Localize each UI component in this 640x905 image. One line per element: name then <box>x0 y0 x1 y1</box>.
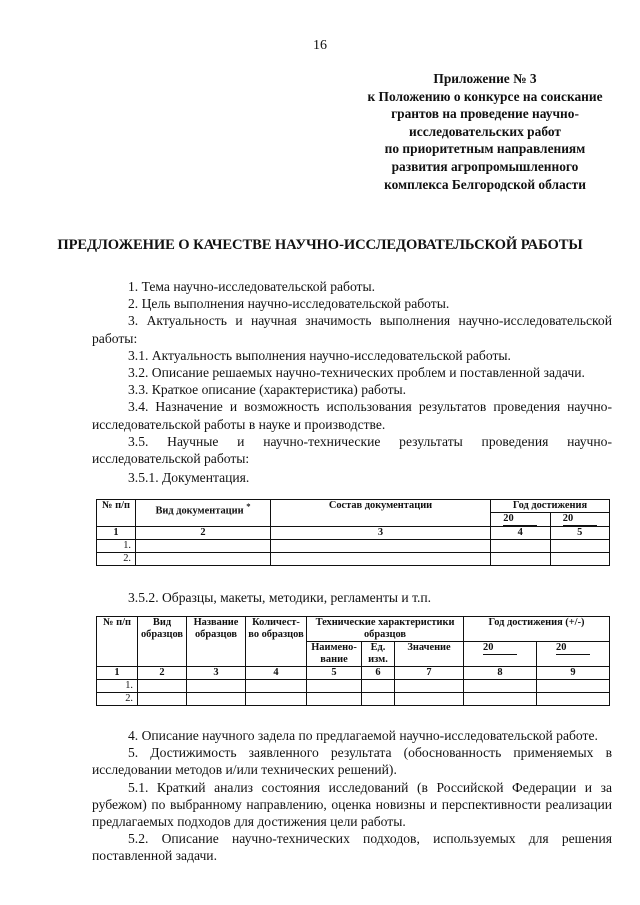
header-doc-type-label: Вид документации <box>155 505 244 517</box>
header-spec-unit: Ед. изм. <box>362 642 395 667</box>
empty-cell <box>307 680 362 693</box>
header-year: Год достижения <box>491 500 610 513</box>
header-year: Год достижения (+/-) <box>464 617 610 642</box>
year-2-label: 20 <box>556 642 590 655</box>
appendix-line: грантов на проведение научно- <box>391 106 579 122</box>
header-doc-type <box>136 500 271 527</box>
appendix-line: развития агропромышленного <box>391 158 579 174</box>
col-index: 9 <box>537 667 610 680</box>
empty-cell <box>362 680 395 693</box>
empty-cell <box>491 553 551 566</box>
paragraph: 5. Достижимость заявленного результата (обоснованность применяемых в исследовании методов и/или технических решений). <box>92 745 612 778</box>
paragraph: 5.1. Краткий анализ состояния исследований (в Российской Федерации и за рубежом) по выбранному направлению, оценка новизны и перспективности реализации предлагаемых подходов для достижения цели работы. <box>92 779 612 830</box>
col-index: 7 <box>395 667 464 680</box>
appendix-line: по приоритетным направлениям <box>384 141 586 157</box>
header-sample-qty: Количест-во образцов <box>246 617 307 667</box>
empty-cell <box>550 540 610 553</box>
empty-cell <box>136 540 271 553</box>
empty-cell <box>395 680 464 693</box>
footnote-mark: * <box>246 501 251 511</box>
appendix-line: Приложение № 3 <box>433 71 537 86</box>
empty-cell <box>464 693 537 706</box>
paragraph: 3.3. Краткое описание (характеристика) работы. <box>128 382 407 398</box>
year-1-label: 20 <box>503 513 537 526</box>
empty-cell <box>362 693 395 706</box>
appendix-line: комплекса Белгородской области <box>384 176 586 192</box>
header-year-2 <box>537 642 610 667</box>
year-2-label: 20 <box>563 513 597 526</box>
paragraph: 1. Тема научно-исследовательской работы. <box>128 279 376 294</box>
empty-cell <box>187 693 246 706</box>
paragraph: 3.5. Научные и научно-технические результаты проведения научно-исследовательской работы: <box>92 433 612 467</box>
col-index: 8 <box>464 667 537 680</box>
header-year-1 <box>464 642 537 667</box>
empty-cell <box>246 693 307 706</box>
header-sample-name: Название образцов <box>187 617 246 667</box>
empty-cell <box>138 693 187 706</box>
row-number: 1. <box>97 680 138 693</box>
header-doc-composition: Состав документации <box>271 500 491 527</box>
empty-cell <box>187 680 246 693</box>
empty-cell <box>537 693 610 706</box>
documentation-table <box>96 499 610 566</box>
page-number: 16 <box>313 38 327 53</box>
section-list-2 <box>92 727 612 865</box>
empty-cell <box>307 693 362 706</box>
appendix-line: исследовательских работ <box>409 123 561 139</box>
paragraph: 2. Цель выполнения научно-исследовательской работы. <box>128 296 450 312</box>
header-num: № п/п <box>97 617 138 667</box>
col-index: 4 <box>246 667 307 680</box>
empty-cell <box>395 693 464 706</box>
subsection-samples: 3.5.2. Образцы, макеты, методики, регламенты и т.п. <box>128 590 432 605</box>
appendix-header <box>340 70 630 193</box>
empty-cell <box>464 680 537 693</box>
col-index: 3 <box>271 527 491 540</box>
col-index: 4 <box>491 527 551 540</box>
appendix-line: к Положению о конкурсе на соискание <box>367 88 603 104</box>
header-spec-value: Значение <box>395 642 464 667</box>
samples-table <box>96 616 610 706</box>
paragraph: 3.4. Назначение и возможность использования результатов проведения научно-исследовательской работы в науке и производстве. <box>92 399 612 432</box>
paragraph: 3.1. Актуальность выполнения научно-исследовательской работы. <box>128 347 511 363</box>
col-index: 5 <box>307 667 362 680</box>
col-index: 1 <box>97 527 136 540</box>
year-1-label: 20 <box>483 642 517 655</box>
paragraph: 4. Описание научного задела по предлагаемой научно-исследовательской работе. <box>128 728 598 743</box>
row-number: 2. <box>97 553 136 566</box>
empty-cell <box>550 553 610 566</box>
row-number: 2. <box>97 693 138 706</box>
col-index: 2 <box>138 667 187 680</box>
header-sample-kind: Вид образцов <box>138 617 187 667</box>
col-index: 3 <box>187 667 246 680</box>
document-title: ПРЕДЛОЖЕНИЕ О КАЧЕСТВЕ НАУЧНО-ИССЛЕДОВАТЕЛЬСКОЙ РАБОТЫ <box>57 237 583 253</box>
col-index: 6 <box>362 667 395 680</box>
empty-cell <box>271 540 491 553</box>
header-tech-specs: Технические характеристики образцов <box>307 617 464 642</box>
empty-cell <box>138 680 187 693</box>
empty-cell <box>136 553 271 566</box>
col-index: 5 <box>550 527 610 540</box>
subsection-documentation: 3.5.1. Документация. <box>128 470 250 485</box>
header-spec-name: Наимено-вание <box>307 642 362 667</box>
paragraph: 3. Актуальность и научная значимость выполнения научно-исследовательской работы: <box>92 313 612 346</box>
empty-cell <box>271 553 491 566</box>
row-number: 1. <box>97 540 136 553</box>
header-num: № п/п <box>97 500 136 527</box>
empty-cell <box>246 680 307 693</box>
header-year-2 <box>550 513 610 527</box>
header-year-1 <box>491 513 551 527</box>
empty-cell <box>491 540 551 553</box>
empty-cell <box>537 680 610 693</box>
col-index: 1 <box>97 667 138 680</box>
col-index: 2 <box>136 527 271 540</box>
paragraph: 5.2. Описание научно-технических подходов, используемых для решения поставленной задачи. <box>92 831 612 864</box>
paragraph: 3.2. Описание решаемых научно-технических проблем и поставленной задачи. <box>128 365 585 381</box>
section-list-1 <box>92 278 612 467</box>
